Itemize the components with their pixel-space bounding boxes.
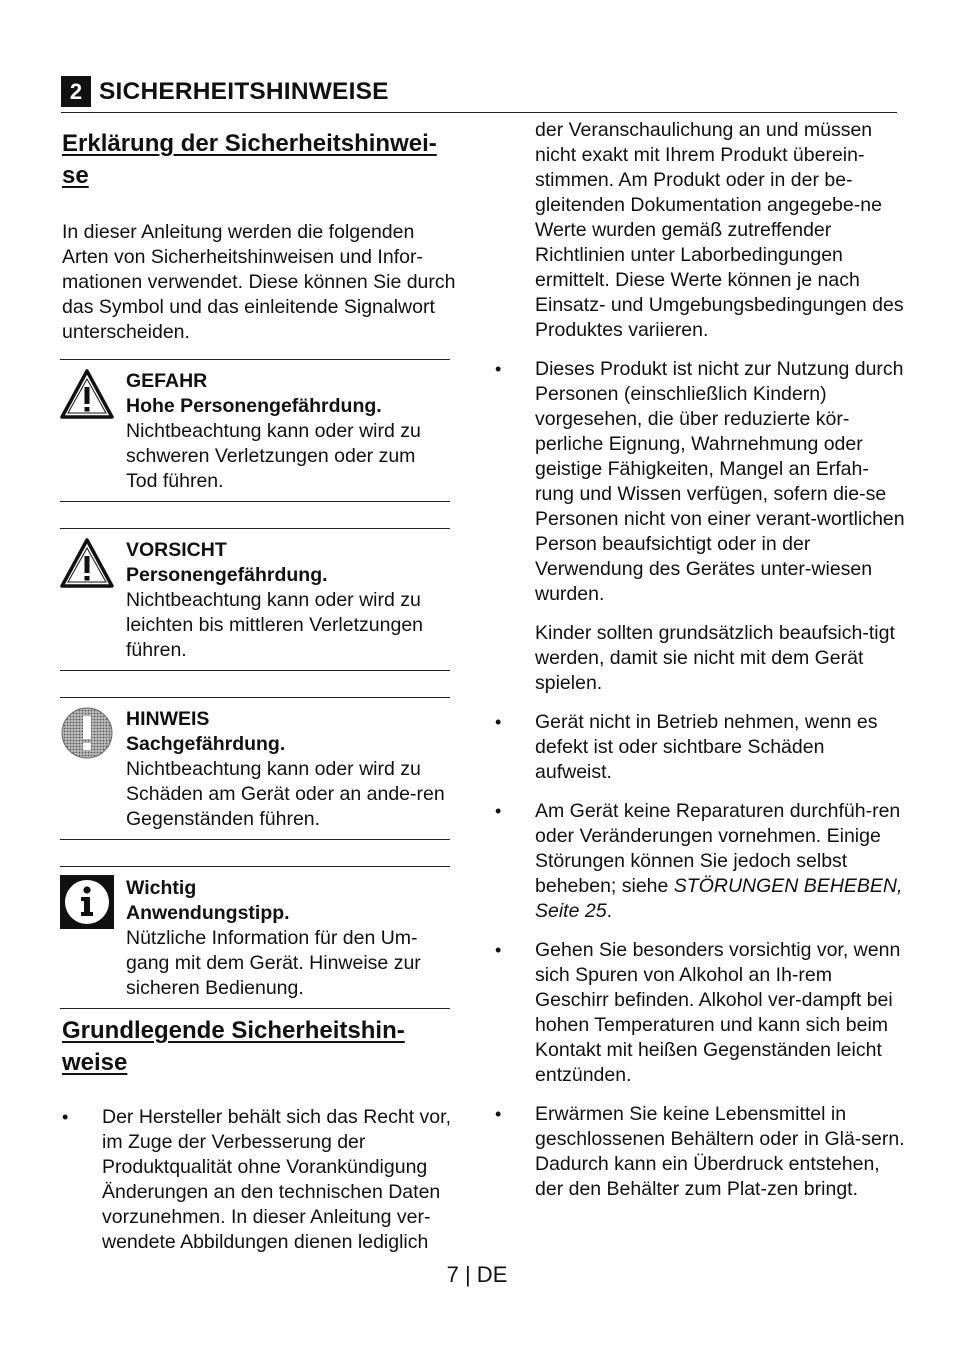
notice-subtitle: Sachgefährdung. [126,733,286,755]
bullet-list-right-2 [495,710,905,1202]
bullet-list-right [495,357,905,607]
list-item: • Erwärmen Sie keine Lebensmittel in geschlossenen Behältern oder in Glä-sern. Dadurch kann ein Überdruck entstehen, der den Behälter zum Plat-zen bringt. [495,1102,905,1202]
list-item: • Gerät nicht in Betrieb nehmen, wenn es defekt ist oder sichtbare Schäden aufweist. [495,710,905,785]
notice-note [60,697,450,840]
notice-text: Nützliche Information für den Um-gang mit dem Gerät. Hinweise zur sicheren Bedienung. [126,927,421,999]
right-column [495,118,905,1202]
exclamation-circle-icon [60,706,114,760]
list-item: • Dieses Produkt ist nicht zur Nutzung durch Personen (einschließlich Kindern) vorgesehen, die über reduzierte kör-perliche Eignung, Wahrnehmung oder geistige Fähigkeiten, Mangel an Erfah-rung und Wissen verfügen, sofern die-se Personen nicht von einer verant-wortlichen Person beaufsichtigt oder in der Verwendung des Gerätes unter-wiesen wurden. [495,357,905,607]
info-icon [60,875,114,929]
heading-explanation-line1: Erklärung der Sicherheitshinwei- [62,130,437,157]
section-number: 2 [61,76,91,107]
notice-title: GEFAHR [126,370,208,392]
heading-basic-safety [62,1015,462,1079]
continuation-paragraph: der Veranschaulichung an und müssen nicht exakt mit Ihrem Produkt überein-stimmen. Am Produkt oder in der be-gleitenden Dokumentation angegebe-ne Werte wurden gemäß zutreffender Richtlinien unter Laborbedingungen ermittelt. Diese Werte können je nach Einsatz- und Umgebungsbedingungen des Produktes variieren. [535,119,904,341]
warning-triangle-icon [60,368,114,422]
bullet-list-left [62,1105,462,1255]
list-item [495,799,905,924]
notice-danger [60,359,450,502]
page-number: 7 | DE [446,1262,508,1287]
notice-subtitle: Personengefährdung. [126,564,328,586]
list-item: • Der Hersteller behält sich das Recht vor, im Zuge der Verbesserung der Produktqualität ohne Vorankündigung Änderungen an den technischen Daten vorzunehmen. In dieser Anleitung ver-wendete Abbildungen dienen lediglich [62,1105,462,1255]
heading-basic-safety-line1: Grundlegende Sicherheitshin- [62,1017,405,1044]
notice-text: Nichtbeachtung kann oder wird zu schweren Verletzungen oder zum Tod führen. [126,420,421,492]
warning-triangle-icon [60,537,114,591]
notice-title: HINWEIS [126,708,210,730]
troubleshooting-reference: STÖRUNGEN BEHEBEN, Seite 25 [535,875,903,922]
heading-basic-safety-line2: weise [62,1049,128,1076]
section-title: SICHERHEITSHINWEISE [99,78,389,105]
notice-subtitle: Hohe Personengefährdung. [126,395,382,417]
intro-paragraph: In dieser Anleitung werden die folgenden Arten von Sicherheitshinweisen und Infor-mationen verwendet. Diese können Sie durch das Symbol und das einleitende Signalwort unterscheiden. [62,221,456,343]
notice-title: VORSICHT [126,539,227,561]
heading-explanation [62,128,462,192]
notice-subtitle: Anwendungstipp. [126,902,290,924]
left-column [62,128,462,1255]
notice-caution [60,528,450,671]
children-note: Kinder sollten grundsätzlich beaufsich-tigt werden, damit sie nicht mit dem Gerät spielen. [535,622,895,694]
notice-important [60,866,450,1009]
section-header [61,74,897,113]
list-item: • Gehen Sie besonders vorsichtig vor, wenn sich Spuren von Alkohol an Ih-rem Geschirr befinden. Alkohol ver-dampft bei hohen Temperaturen und kann sich beim Kontakt mit heißen Gegenständen leicht entzünden. [495,938,905,1088]
heading-explanation-line2: se [62,162,89,189]
repair-end: . [606,900,612,922]
notice-text: Nichtbeachtung kann oder wird zu leichten bis mittleren Verletzungen führen. [126,589,424,661]
repair-text: Am Gerät keine Reparaturen durchfüh-ren oder Veränderungen vornehmen. Einige Störungen können Sie jedoch selbst beheben; siehe [535,800,901,897]
notice-text: Nichtbeachtung kann oder wird zu Schäden am Gerät oder an ande-ren Gegenständen führen. [126,758,445,830]
notice-title: Wichtig [126,877,197,899]
